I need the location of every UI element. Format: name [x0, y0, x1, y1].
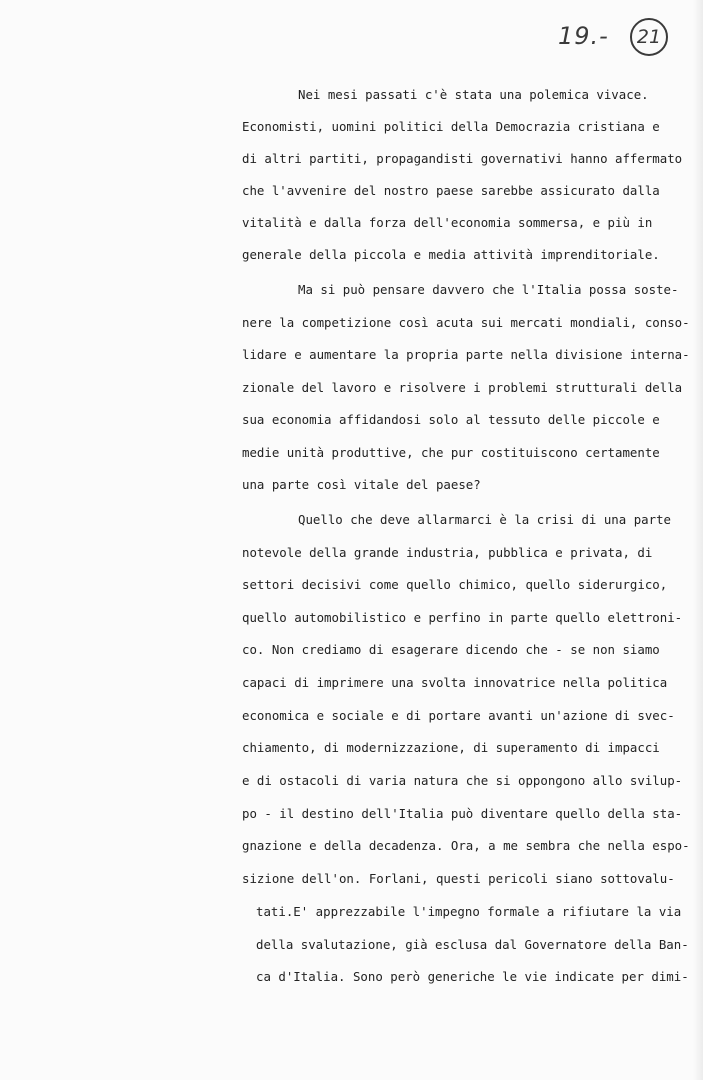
text-line: Quello che deve allarmarci è la crisi di una parte: [298, 512, 671, 527]
text-line: gnazione e della decadenza. Ora, a me sembra che nella espo-: [242, 838, 690, 853]
text-line: zionale del lavoro e risolvere i problemi strutturali della: [242, 380, 683, 395]
text-line: Nei mesi passati c'è stata una polemica vivace.: [298, 87, 649, 102]
text-line: notevole della grande industria, pubblica e privata, di: [242, 545, 653, 560]
text-line: della svalutazione, già esclusa dal Governatore della Ban-: [256, 937, 689, 952]
text-line: po - il destino dell'Italia può diventare quello della sta-: [242, 806, 683, 821]
text-line: quello automobilistico e perfino in parte quello elettroni-: [242, 610, 683, 625]
handwritten-page-number: 19.-: [558, 22, 609, 50]
text-line: chiamento, di modernizzazione, di superamento di impacci: [242, 740, 660, 755]
text-line: ca d'Italia. Sono però generiche le vie indicate per dimi-: [256, 969, 689, 984]
text-line: generale della piccola e media attività imprenditoriale.: [242, 247, 660, 262]
text-line: di altri partiti, propagandisti governativi hanno affermato: [242, 151, 683, 166]
text-line: capaci di imprimere una svolta innovatrice nella politica: [242, 675, 668, 690]
text-line: economica e sociale e di portare avanti un'azione di svec-: [242, 708, 675, 723]
text-line: co. Non crediamo di esagerare dicendo che - se non siamo: [242, 642, 660, 657]
text-line: medie unità produttive, che pur costituiscono certamente: [242, 445, 660, 460]
text-line: lidare e aumentare la propria parte nella divisione interna-: [242, 347, 690, 362]
text-line: vitalità e dalla forza dell'economia sommersa, e più in: [242, 215, 653, 230]
handwritten-circled-number: 21: [630, 18, 668, 56]
text-line: tati.E' apprezzabile l'impegno formale a rifiutare la via: [256, 904, 682, 919]
text-line: Economisti, uomini politici della Democrazia cristiana e: [242, 119, 660, 134]
text-line: sua economia affidandosi solo al tessuto delle piccole e: [242, 412, 660, 427]
text-line: sizione dell'on. Forlani, questi pericoli siano sottovalu-: [242, 871, 675, 886]
text-line: Ma si può pensare davvero che l'Italia possa soste-: [298, 282, 679, 297]
page-edge-shadow: [693, 0, 703, 1080]
text-line: una parte così vitale del paese?: [242, 477, 481, 492]
text-line: che l'avvenire del nostro paese sarebbe assicurato dalla: [242, 183, 660, 198]
text-line: nere la competizione così acuta sui mercati mondiali, conso-: [242, 315, 690, 330]
text-line: e di ostacoli di varia natura che si oppongono allo svilup-: [242, 773, 683, 788]
text-line: settori decisivi come quello chimico, quello siderurgico,: [242, 577, 668, 592]
